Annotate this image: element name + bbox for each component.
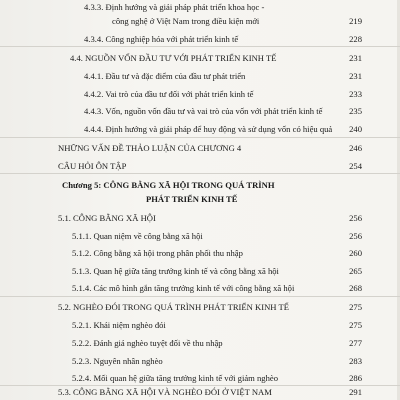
toc-entry-page: 265 (349, 266, 362, 276)
toc-entry (0, 15, 400, 29)
toc-entry (0, 123, 400, 137)
toc-entry (0, 1, 400, 15)
toc-entry-page: 240 (349, 124, 362, 134)
toc-entry (0, 105, 400, 119)
toc-entry-label: 4.4.2. Vai trò của đầu tư đối với phát triển kinh tế (84, 89, 254, 99)
toc-entry-label: 4.4.3. Vốn, nguồn vốn đầu tư và vai trò của vốn với phát triển kinh tế (84, 106, 323, 116)
toc-entry-page: 291 (349, 387, 362, 397)
toc-entry-page: 231 (349, 71, 362, 81)
toc-entry-page: 256 (349, 231, 362, 241)
toc-entry-label: 5.1. CÔNG BẰNG XÃ HỘI (58, 213, 156, 223)
toc-entry-label: 5.1.4. Các mô hình gắn tăng trưởng kinh tế với công bằng xã hội (72, 283, 295, 293)
toc-entry (0, 386, 400, 400)
toc-entry-label: 5.1.2. Công bằng xã hội trong phân phối thu nhập (72, 248, 243, 258)
toc-entry (0, 355, 400, 369)
toc-entry (0, 212, 400, 226)
toc-entry-label: 5.2.2. Đánh giá nghèo tuyệt đối về thu nhập (72, 338, 223, 348)
toc-entry-label: 5.2.1. Khái niệm nghèo đói (72, 320, 166, 330)
toc-entry-label: 5.1.1. Quan niệm về công bằng xã hội (72, 231, 203, 241)
toc-entry (0, 247, 400, 261)
chapter-heading (0, 193, 400, 207)
toc-entry (0, 265, 400, 279)
chapter-heading-line: Chương 5: CÔNG BẰNG XÃ HỘI TRONG QUÁ TRÌNH (62, 180, 275, 190)
toc-entry-label: CÂU HỎI ÔN TẬP (58, 161, 127, 171)
toc-entry-label: 5.2. NGHÈO ĐÓI TRONG QUÁ TRÌNH PHÁT TRIỂN KINH TẾ (58, 302, 289, 312)
toc-entry-page: 275 (349, 302, 362, 312)
toc-divider (0, 173, 400, 174)
toc-entry (0, 142, 400, 156)
toc-entry (0, 70, 400, 84)
toc-entry-page: 246 (349, 143, 362, 153)
toc-divider (0, 296, 400, 297)
toc-entry (0, 337, 400, 351)
toc-entry-label: 5.2.3. Nguyên nhân nghèo (72, 356, 163, 366)
toc-entry-page: 231 (349, 53, 362, 63)
toc-entry-label: công nghệ ở Việt Nam trong điều kiện mới (112, 16, 260, 26)
toc-entry-label: NHỮNG VẤN ĐỀ THẢO LUẬN CỦA CHƯƠNG 4 (58, 143, 242, 153)
toc-entry-label: 4.4.4. Định hướng và giải pháp để huy động và sử dụng vốn có hiệu quả (84, 124, 333, 134)
toc-entry-page: 228 (349, 34, 362, 44)
toc-entry-label: 5.1.3. Quan hệ giữa tăng trưởng kinh tế và công bằng xã hội (72, 266, 279, 276)
toc-entry-page: 268 (349, 283, 362, 293)
toc-entry (0, 230, 400, 244)
toc-entry-page: 275 (349, 320, 362, 330)
toc-divider (0, 137, 400, 138)
toc-entry (0, 319, 400, 333)
chapter-heading (0, 179, 400, 193)
toc-entry (0, 301, 400, 315)
toc-entry-label: 4.4.1. Đầu tư và đặc điểm của đầu tư phát triển (84, 71, 246, 81)
toc-entry-label: 5.2.4. Mối quan hệ giữa tăng trưởng kinh tế với giảm nghèo (72, 373, 279, 383)
toc-entry-label: 4.3.4. Công nghiệp hóa với phát triển kinh tế (84, 34, 239, 44)
toc-entry-label: 5.3. CÔNG BẰNG XÃ HỘI VÀ NGHÈO ĐÓI Ở VIỆT NAM (58, 387, 272, 397)
chapter-heading-line: PHÁT TRIỂN KINH TẾ (146, 194, 238, 204)
toc-entry-page: 219 (349, 16, 362, 26)
toc-entry-page: 235 (349, 106, 362, 116)
toc-entry (0, 160, 400, 174)
toc-entry-page: 283 (349, 356, 362, 366)
toc-entry-page: 254 (349, 161, 362, 171)
toc-entry-label: 4.3.3. Định hướng và giải pháp phát triển khoa học - (84, 2, 265, 12)
toc-entry-label: 4.4. NGUỒN VỐN ĐẦU TƯ VỚI PHÁT TRIỂN KINH TẾ (70, 53, 277, 63)
toc-entry (0, 52, 400, 66)
toc-entry-page: 260 (349, 248, 362, 258)
toc-entry (0, 372, 400, 386)
toc-entry-page: 233 (349, 89, 362, 99)
toc-entry-page: 277 (349, 338, 362, 348)
toc-entry (0, 282, 400, 296)
toc-entry (0, 33, 400, 47)
toc-entry-page: 256 (349, 213, 362, 223)
toc-entry (0, 88, 400, 102)
toc-divider (0, 46, 400, 47)
toc-entry-page: 286 (349, 373, 362, 383)
